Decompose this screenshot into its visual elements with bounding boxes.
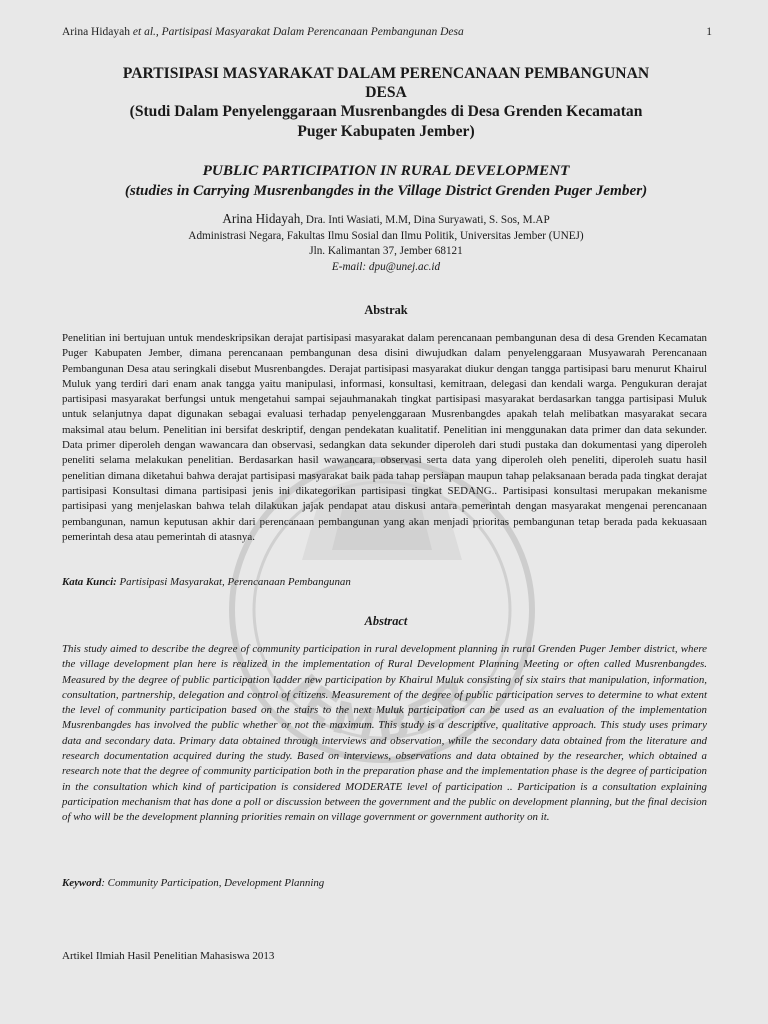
- running-head-title: Partisipasi Masyarakat Dalam Perencanaan Pembangunan Desa: [161, 26, 464, 38]
- abstract-text: This study aimed to describe the degree of community participation in rural development planning in rural Grenden Puger Jember district, where the village development plan here is realized in the implementation of Rural Development Planning Meeting or often called Musrenbangdes. Measured by the degree of public participation ladder new participation by Khairul Muluk consisting of six stairs that manipulation, information, consultation, partnership, delegation and control of citizens. Measurement of the degree of public participation serves to determine to what extent the level of community participation based on the stairs to the next Muluk participation can be used as an evaluation of the implementation Musrenbangdes has involved the public whether or not the maximum. This study is a descriptive, qualitative approach. This study uses primary data and secondary data. Primary data obtained through interviews and observation, while the secondary data obtained from the literature and research documentation acquired during the study. Based on interviews, observations and data obtained by the researcher, which obtained a research note that the degree of community participation both in the preparation phase and the implementation phase is the degree of participation in the consultation which kind of participation is considered MODERATE level of participation .. Participation is a consultation explaining participation mechanism that has done a poll or discussion between the government and the public on development planning, but the final decision of who will be the development planning priorities remain on village government or government authority on it.: [62, 643, 707, 824]
- abstract-heading: Abstract: [364, 614, 408, 628]
- author-line: [62, 211, 710, 229]
- running-head-etal: et al.,: [132, 26, 159, 38]
- abstrak-keywords-label: Kata Kunci:: [62, 576, 117, 588]
- abstrak-keywords-value: Partisipasi Masyarakat, Perencanaan Pembangunan: [116, 576, 351, 588]
- abstract-keywords-label: Keyword: [62, 877, 102, 889]
- title-line-1: PARTISIPASI MASYARAKAT DALAM PERENCANAAN PEMBANGUNAN: [122, 65, 650, 82]
- english-title-line-1: PUBLIC PARTICIPATION IN RURAL DEVELOPMENT: [202, 162, 570, 179]
- abstrak-heading: Abstrak: [364, 303, 408, 317]
- abstract-keywords-value: : Community Participation, Development Planning: [101, 877, 325, 889]
- watermark-text: JEMBER: [277, 663, 488, 754]
- subtitle-line-1: (Studi Dalam Penyelenggaraan Musrenbangdes di Desa Grenden Kecamatan: [129, 103, 643, 120]
- subtitle-line-2: Puger Kabupaten Jember): [297, 123, 475, 140]
- footer: Artikel Ilmiah Hasil Penelitian Mahasiswa 2013: [62, 950, 275, 962]
- running-head: [62, 26, 712, 38]
- email: E-mail: dpu@unej.ac.id: [331, 260, 441, 273]
- running-head-author: Arina Hidayah: [62, 26, 131, 38]
- author-block: [62, 211, 710, 275]
- title-line-2: DESA: [365, 84, 407, 101]
- abstract-keywords: [62, 877, 707, 889]
- abstrak-keywords: [62, 576, 707, 588]
- title-block: [62, 64, 710, 201]
- english-title-line-2: (studies in Carrying Musrenbangdes in the Village District Grenden Puger Jember): [124, 182, 648, 199]
- co-authors: , Dra. Inti Wasiati, M.M, Dina Suryawati, S. Sos, M.AP: [300, 214, 550, 226]
- abstrak-text: Penelitian ini bertujuan untuk mendeskripsikan derajat partisipasi masyarakat dalam perencanaan pembangunan desa di desa Grenden Kecamatan Puger Kabupaten Jember, dimana perencanaan pembangunan desa disini diwujudkan dalam penyelenggaraan Musyawarah Perencanaan Pembangunan Desa atau seringkali disebut Musrenbangdes. Derajat partisipasi masyarakat diukur dengan tangga partisipasi baru menurut Khairul Muluk yang terdiri dari enam anak tangga yaitu manipulasi, informasi, konsultasi, kemitraan, delegasi dan kendali warga. Pengukuran derajat partisipasi masyarakat berfungsi untuk mengetahui sampai sejauhmanakah tingkat partisipasi masyarakat berdasarkan tangga partisipasi Muluk untuk selanjutnya dapat digunakan sebagai evaluasi terhadap penyelenggaraan Musrenbangdes apakah telah melibatkan masyarakat secara maksimal atau belum. Penelitian ini bersifat deskriptif, dengan pendekatan kualitatif. Penelitian ini menggunakan data primer dan data sekunder. Data primer diperoleh dengan wawancara dan observasi, sedangkan data sekunder diperoleh dari studi pustaka dan dokumentasi yang diperoleh peneliti selama melakukan penelitian. Berdasarkan hasil wawancara, observasi serta data yang diperoleh oleh peneliti, diperoleh suatu hasil penelitian dimana diketahui bahwa derajat partisipasi masyarakat baik pada tahap persiapan maupun tahap pelaksanaan berada pada tingkat derajat partisipasi Konsultasi dimana partisipasi jenis ini dikategorikan partisipasi tingkat SEDANG.. Partisipasi konsultasi merupakan mekanisme partisipasi yang menjelaskan bahwa telah dilakukan jajak pendapat atau diskusi antara pemerintah dengan masyarakat mengenai perencanaan pembangunan, namun keputusan akhir dari perencanaan pembangunan yang akan menjadi prioritas pembangunan tetap berada pada kekuasaan pemerintah desa atau pemerintah di atasnya.: [62, 332, 707, 543]
- affiliation: Administrasi Negara, Fakultas Ilmu Sosial dan Ilmu Politik, Universitas Jember (UNEJ): [188, 229, 584, 242]
- first-author: Arina Hidayah: [222, 211, 301, 226]
- page-number: 1: [706, 26, 712, 38]
- address: Jln. Kalimantan 37, Jember 68121: [309, 245, 463, 257]
